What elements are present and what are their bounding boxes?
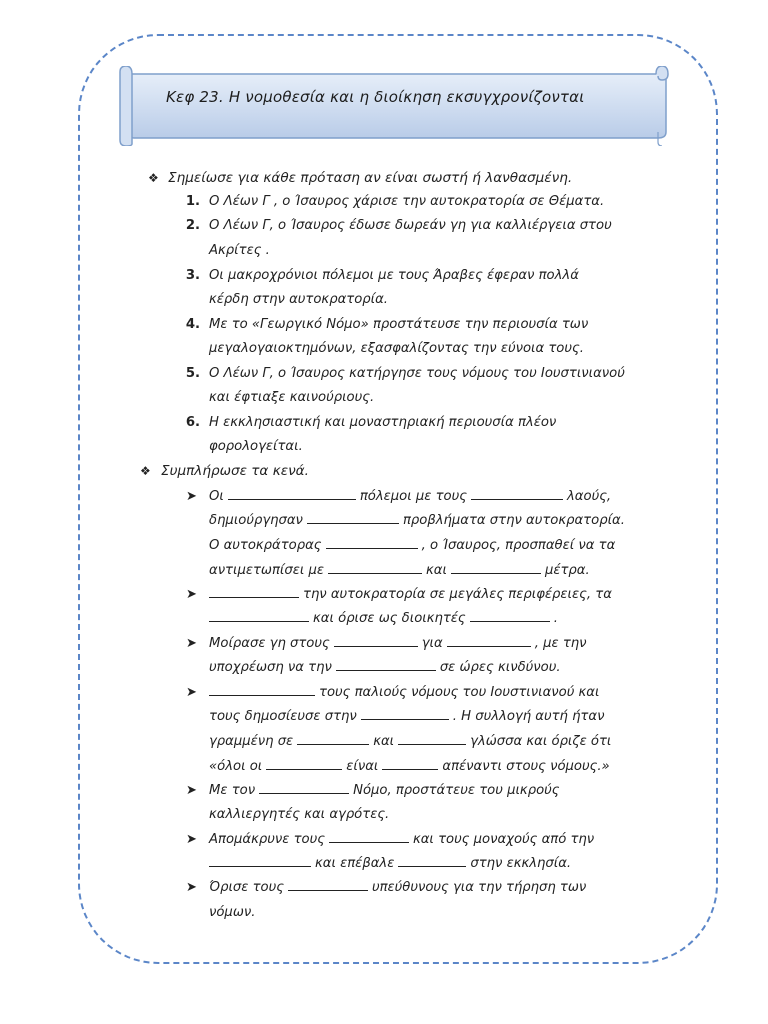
statement-text: Ο Λέων Γ, ο Ίσαυρος κατήργησε τους νόμους του Ιουστινιανού xyxy=(209,366,625,381)
blank-field[interactable] xyxy=(288,889,368,891)
statement-text: Ακρίτες . xyxy=(209,243,270,258)
statement-text: κέρδη στην αυτοκρατορία. xyxy=(209,292,388,307)
statement-text: και έφτιαξε καινούριους. xyxy=(209,390,375,405)
arrow-bullet-icon: ➤ xyxy=(186,880,197,895)
blank-field[interactable] xyxy=(307,522,399,524)
blank-field[interactable] xyxy=(297,743,369,745)
blank-field[interactable] xyxy=(471,498,563,500)
blank-field[interactable] xyxy=(326,547,418,549)
fill-line: Όρισε τους υπεύθυνους για την τήρηση των xyxy=(209,880,587,895)
fill-line: και επέβαλε στην εκκλησία. xyxy=(209,856,571,871)
fill-line: Μοίρασε γη στους για , με την xyxy=(209,636,587,651)
statement-text: φορολογείται. xyxy=(209,439,303,454)
blank-field[interactable] xyxy=(334,645,418,647)
statement-text: Οι μακροχρόνιοι πόλεμοι με τους Άραβες έφεραν πολλά xyxy=(209,268,579,283)
blank-field[interactable] xyxy=(228,498,356,500)
scroll-shape xyxy=(118,66,670,146)
arrow-bullet-icon: ➤ xyxy=(186,783,197,798)
arrow-bullet-icon: ➤ xyxy=(186,832,197,847)
blank-field[interactable] xyxy=(209,694,315,696)
statement-text: Ο Λέων Γ, ο Ίσαυρος έδωσε δωρεάν γη για καλλιέργεια στου xyxy=(209,218,612,233)
fill-line: καλλιεργητές και αγρότες. xyxy=(209,807,390,822)
blank-field[interactable] xyxy=(336,669,436,671)
arrow-bullet-icon: ➤ xyxy=(186,587,197,602)
blank-field[interactable] xyxy=(398,865,466,867)
fill-line: Με τον Νόμο, προστάτευε του μικρούς xyxy=(209,783,560,798)
statement-text: Ο Λέων Γ , ο Ίσαυρος χάρισε την αυτοκρατορία σε Θέματα. xyxy=(209,194,605,209)
blank-field[interactable] xyxy=(451,572,541,574)
fill-line: τους δημοσίευσε στην . Η συλλογή αυτή ήταν xyxy=(209,709,605,724)
fill-line: την αυτοκρατορία σε μεγάλες περιφέρειες, τα xyxy=(209,587,612,602)
statement-text: Η εκκλησιαστική και μοναστηριακή περιουσία πλέον xyxy=(209,415,557,430)
fill-line: γραμμένη σε και γλώσσα και όριζε ότι xyxy=(209,734,612,749)
blank-field[interactable] xyxy=(398,743,466,745)
fill-line: «όλοι οι είναι απέναντι στους νόμους.» xyxy=(209,759,610,774)
blank-field[interactable] xyxy=(361,718,449,720)
blank-field[interactable] xyxy=(209,596,299,598)
fill-line: και όρισε ως διοικητές . xyxy=(209,611,558,626)
fill-line: Ο αυτοκράτορας , ο Ίσαυρος, προσπαθεί να τα xyxy=(209,538,616,553)
statement-text: μεγαλογαιοκτημόνων, εξασφαλίζοντας την εύνοια τους. xyxy=(209,341,584,356)
fill-line: αντιμετωπίσει με και μέτρα. xyxy=(209,563,590,578)
item-number: 2. xyxy=(185,218,200,233)
title-banner xyxy=(118,66,670,146)
diamond-bullet-icon: ❖ xyxy=(140,464,151,478)
fill-line: τους παλιούς νόμους του Ιουστινιανού και xyxy=(209,685,599,700)
statement-text: Με το «Γεωργικό Νόμο» προστάτευσε την περιουσία των xyxy=(209,317,589,332)
fill-line: δημιούργησαν προβλήματα στην αυτοκρατορία. xyxy=(209,513,625,528)
diamond-bullet-icon: ❖ xyxy=(148,171,159,185)
blank-field[interactable] xyxy=(259,792,349,794)
section2-heading: Συμπλήρωσε τα κενά. xyxy=(161,463,309,479)
item-number: 4. xyxy=(185,317,200,332)
blank-field[interactable] xyxy=(328,572,422,574)
blank-field[interactable] xyxy=(470,620,550,622)
item-number: 5. xyxy=(185,366,200,381)
blank-field[interactable] xyxy=(329,841,409,843)
fill-line: νόμων. xyxy=(209,905,256,920)
blank-field[interactable] xyxy=(209,620,309,622)
blank-field[interactable] xyxy=(266,768,342,770)
arrow-bullet-icon: ➤ xyxy=(186,685,197,700)
fill-line: Απομάκρυνε τους και τους μοναχούς από την xyxy=(209,832,595,847)
fill-line: υποχρέωση να την σε ώρες κινδύνου. xyxy=(209,660,561,675)
blank-field[interactable] xyxy=(382,768,438,770)
fill-line: Οι πόλεμοι με τους λαούς, xyxy=(209,489,612,504)
item-number: 1. xyxy=(185,194,200,209)
section1-heading: Σημείωσε για κάθε πρόταση αν είναι σωστή ή λανθασμένη. xyxy=(168,170,573,186)
arrow-bullet-icon: ➤ xyxy=(186,636,197,651)
arrow-bullet-icon: ➤ xyxy=(186,489,197,504)
page-title: Κεφ 23. Η νομοθεσία και η διοίκηση εκσυγχρονίζονται xyxy=(166,88,585,106)
blank-field[interactable] xyxy=(447,645,531,647)
item-number: 3. xyxy=(185,268,200,283)
item-number: 6. xyxy=(185,415,200,430)
blank-field[interactable] xyxy=(209,865,311,867)
